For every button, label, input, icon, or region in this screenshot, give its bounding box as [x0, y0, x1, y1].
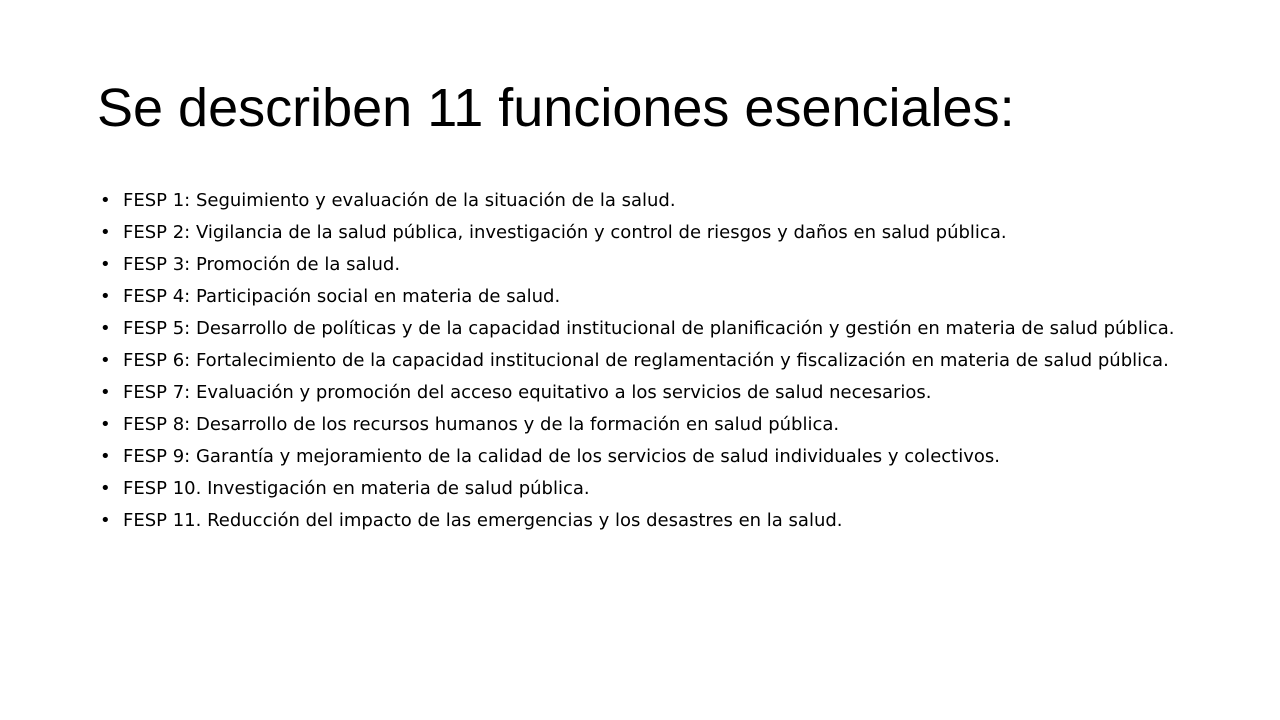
bullet-item — [100, 350, 1200, 371]
bullet-text: FESP 6: Fortalecimiento de la capacidad institucional de reglamentación y fiscalización en materia de salud pública. — [123, 350, 1169, 371]
bullet-icon: • — [100, 478, 111, 499]
bullet-item — [100, 478, 1200, 499]
bullet-item — [100, 382, 1200, 403]
bullet-text: FESP 4: Participación social en materia de salud. — [123, 286, 561, 307]
bullet-text: FESP 8: Desarrollo de los recursos humanos y de la formación en salud pública. — [123, 414, 840, 435]
bullet-text: FESP 11. Reducción del impacto de las emergencias y los desastres en la salud. — [123, 510, 843, 531]
bullet-icon: • — [100, 350, 111, 371]
bullet-list — [100, 190, 1200, 542]
bullet-icon: • — [100, 222, 111, 243]
bullet-item — [100, 446, 1200, 467]
bullet-item — [100, 190, 1200, 211]
bullet-icon: • — [100, 414, 111, 435]
bullet-icon: • — [100, 286, 111, 307]
bullet-item — [100, 318, 1200, 339]
bullet-text: FESP 2: Vigilancia de la salud pública, investigación y control de riesgos y daños en salud pública. — [123, 222, 1007, 243]
bullet-text: FESP 10. Investigación en materia de salud pública. — [123, 478, 590, 499]
bullet-text: FESP 5: Desarrollo de políticas y de la capacidad institucional de planificación y gestión en materia de salud pública. — [123, 318, 1175, 339]
bullet-item — [100, 254, 1200, 275]
bullet-item — [100, 286, 1200, 307]
bullet-text: FESP 1: Seguimiento y evaluación de la situación de la salud. — [123, 190, 676, 211]
bullet-item — [100, 222, 1200, 243]
bullet-icon: • — [100, 446, 111, 467]
bullet-text: FESP 7: Evaluación y promoción del acceso equitativo a los servicios de salud necesarios. — [123, 382, 932, 403]
bullet-icon: • — [100, 318, 111, 339]
bullet-icon: • — [100, 190, 111, 211]
bullet-icon: • — [100, 254, 111, 275]
bullet-item — [100, 414, 1200, 435]
bullet-icon: • — [100, 382, 111, 403]
slide-title: Se describen 11 funciones esenciales: — [97, 78, 1015, 138]
bullet-icon: • — [100, 510, 111, 531]
bullet-text: FESP 3: Promoción de la salud. — [123, 254, 401, 275]
bullet-item — [100, 510, 1200, 531]
bullet-text: FESP 9: Garantía y mejoramiento de la calidad de los servicios de salud individuales y colectivos. — [123, 446, 1000, 467]
